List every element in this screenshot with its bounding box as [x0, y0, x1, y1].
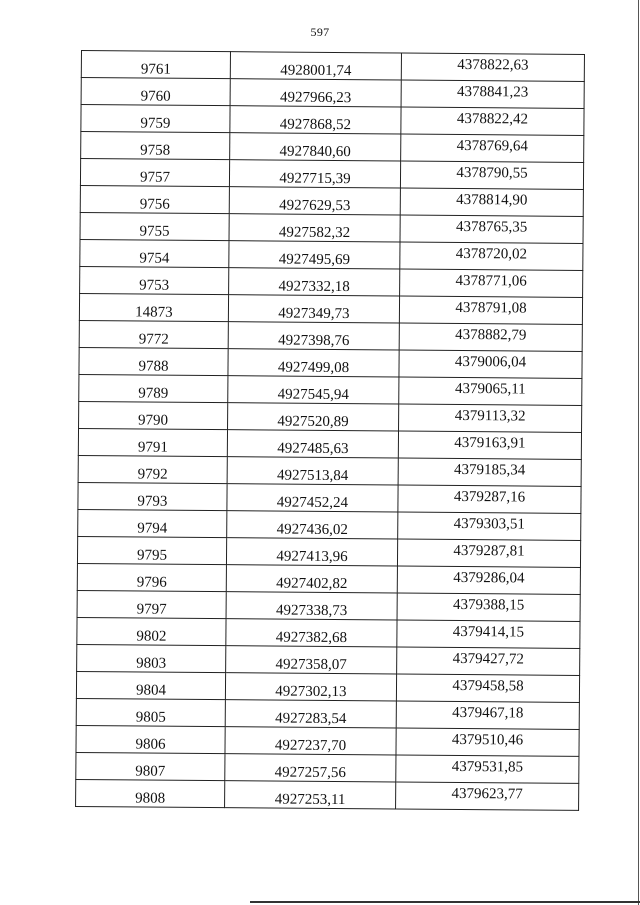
y-coordinate-cell: 4378882,79 — [399, 323, 582, 351]
table-row — [79, 374, 582, 405]
point-id-cell: 9803 — [77, 644, 226, 672]
x-coordinate-cell: 4927382,68 — [226, 619, 397, 647]
bottom-rule — [250, 901, 640, 903]
y-coordinate-cell: 4378814,90 — [400, 188, 583, 216]
x-coordinate-cell: 4927629,53 — [229, 187, 400, 215]
x-coordinate-cell: 4927545,94 — [228, 376, 399, 404]
table-row — [79, 401, 582, 432]
point-id-cell: 9794 — [78, 509, 227, 537]
x-coordinate-cell: 4927499,08 — [228, 349, 399, 377]
coordinates-table-body — [76, 51, 585, 811]
table-row — [80, 266, 583, 297]
table-row — [76, 671, 579, 702]
y-coordinate-cell: 4378841,23 — [401, 80, 584, 108]
table-row — [79, 347, 582, 378]
x-coordinate-cell: 4927582,32 — [229, 214, 400, 242]
table-row — [78, 455, 581, 486]
point-id-cell: 9758 — [81, 132, 230, 160]
table-row — [76, 779, 579, 810]
y-coordinate-cell: 4378791,08 — [399, 296, 582, 324]
y-coordinate-cell: 4379113,32 — [399, 404, 582, 432]
page-number: 597 — [310, 25, 330, 39]
x-coordinate-cell: 4927520,89 — [228, 403, 399, 431]
point-id-cell: 9792 — [78, 455, 227, 483]
table-row — [80, 185, 583, 216]
table-row — [81, 132, 584, 163]
x-coordinate-cell: 4927338,73 — [226, 592, 397, 620]
x-coordinate-cell: 4927840,60 — [230, 133, 401, 161]
x-coordinate-cell: 4927332,18 — [229, 268, 400, 296]
table-row — [78, 482, 581, 513]
y-coordinate-cell: 4379623,77 — [396, 782, 579, 810]
point-id-cell: 9791 — [78, 428, 227, 456]
table-row — [79, 320, 582, 351]
table-row — [81, 78, 584, 109]
point-id-cell: 9806 — [76, 725, 225, 753]
y-coordinate-cell: 4379287,81 — [397, 539, 580, 567]
x-coordinate-cell: 4927715,39 — [229, 160, 400, 188]
point-id-cell: 9795 — [77, 536, 226, 564]
y-coordinate-cell: 4378765,35 — [400, 215, 583, 243]
y-coordinate-cell: 4378822,42 — [401, 107, 584, 135]
x-coordinate-cell: 4927253,11 — [225, 781, 396, 809]
point-id-cell: 9757 — [80, 159, 229, 187]
x-coordinate-cell: 4927349,73 — [228, 295, 399, 323]
table-row — [76, 752, 579, 783]
point-id-cell: 9790 — [79, 401, 228, 429]
x-coordinate-cell: 4927413,96 — [226, 538, 397, 566]
y-coordinate-cell: 4378771,06 — [400, 269, 583, 297]
y-coordinate-cell: 4379006,04 — [399, 350, 582, 378]
x-coordinate-cell: 4927485,63 — [227, 430, 398, 458]
table-row — [78, 428, 581, 459]
x-coordinate-cell: 4927868,52 — [230, 106, 401, 134]
table-row — [77, 590, 580, 621]
table-row — [80, 239, 583, 270]
table-row — [76, 725, 579, 756]
point-id-cell: 14873 — [79, 293, 228, 321]
table-row — [81, 51, 584, 82]
y-coordinate-cell: 4379388,15 — [397, 593, 580, 621]
x-coordinate-cell: 4927398,76 — [228, 322, 399, 350]
y-coordinate-cell: 4379427,72 — [397, 647, 580, 675]
y-coordinate-cell: 4379185,34 — [398, 458, 581, 486]
point-id-cell: 9808 — [76, 779, 225, 807]
point-id-cell: 9804 — [76, 671, 225, 699]
point-id-cell: 9753 — [80, 266, 229, 294]
x-coordinate-cell: 4927452,24 — [227, 484, 398, 512]
y-coordinate-cell: 4378769,64 — [401, 134, 584, 162]
y-coordinate-cell: 4378720,02 — [400, 242, 583, 270]
point-id-cell: 9788 — [79, 347, 228, 375]
point-id-cell: 9805 — [76, 698, 225, 726]
table-row — [77, 644, 580, 675]
y-coordinate-cell: 4379065,11 — [399, 377, 582, 405]
table-row — [78, 509, 581, 540]
point-id-cell: 9789 — [79, 374, 228, 402]
point-id-cell: 9796 — [77, 563, 226, 591]
x-coordinate-cell: 4927237,70 — [225, 727, 396, 755]
y-coordinate-cell: 4379287,16 — [398, 485, 581, 513]
x-coordinate-cell: 4927513,84 — [227, 457, 398, 485]
point-id-cell: 9807 — [76, 752, 225, 780]
y-coordinate-cell: 4379531,85 — [396, 755, 579, 783]
x-coordinate-cell: 4927358,07 — [226, 646, 397, 674]
y-coordinate-cell: 4379163,91 — [398, 431, 581, 459]
y-coordinate-cell: 4378822,63 — [401, 53, 584, 81]
y-coordinate-cell: 4379286,04 — [397, 566, 580, 594]
table-row — [76, 698, 579, 729]
point-id-cell: 9793 — [78, 482, 227, 510]
point-id-cell: 9754 — [80, 239, 229, 267]
y-coordinate-cell: 4378790,55 — [400, 161, 583, 189]
scan-edge-line — [638, 0, 639, 905]
point-id-cell: 9761 — [81, 51, 230, 79]
point-id-cell: 9772 — [79, 320, 228, 348]
x-coordinate-cell: 4927402,82 — [226, 565, 397, 593]
y-coordinate-cell: 4379414,15 — [397, 620, 580, 648]
table-row — [80, 212, 583, 243]
x-coordinate-cell: 4927966,23 — [230, 79, 401, 107]
table-row — [81, 105, 584, 136]
coordinates-table — [75, 50, 585, 811]
table-row — [77, 563, 580, 594]
y-coordinate-cell: 4379458,58 — [396, 674, 579, 702]
x-coordinate-cell: 4927495,69 — [229, 241, 400, 269]
y-coordinate-cell: 4379467,18 — [396, 701, 579, 729]
x-coordinate-cell: 4927257,56 — [225, 754, 396, 782]
point-id-cell: 9797 — [77, 590, 226, 618]
point-id-cell: 9802 — [77, 617, 226, 645]
x-coordinate-cell: 4928001,74 — [230, 52, 401, 80]
y-coordinate-cell: 4379303,51 — [398, 512, 581, 540]
x-coordinate-cell: 4927283,54 — [225, 700, 396, 728]
y-coordinate-cell: 4379510,46 — [396, 728, 579, 756]
table-row — [77, 536, 580, 567]
point-id-cell: 9759 — [81, 105, 230, 133]
point-id-cell: 9755 — [80, 212, 229, 240]
table-row — [80, 159, 583, 190]
point-id-cell: 9760 — [81, 78, 230, 106]
point-id-cell: 9756 — [80, 185, 229, 213]
table-row — [77, 617, 580, 648]
table-row — [79, 293, 582, 324]
x-coordinate-cell: 4927436,02 — [227, 511, 398, 539]
x-coordinate-cell: 4927302,13 — [225, 673, 396, 701]
